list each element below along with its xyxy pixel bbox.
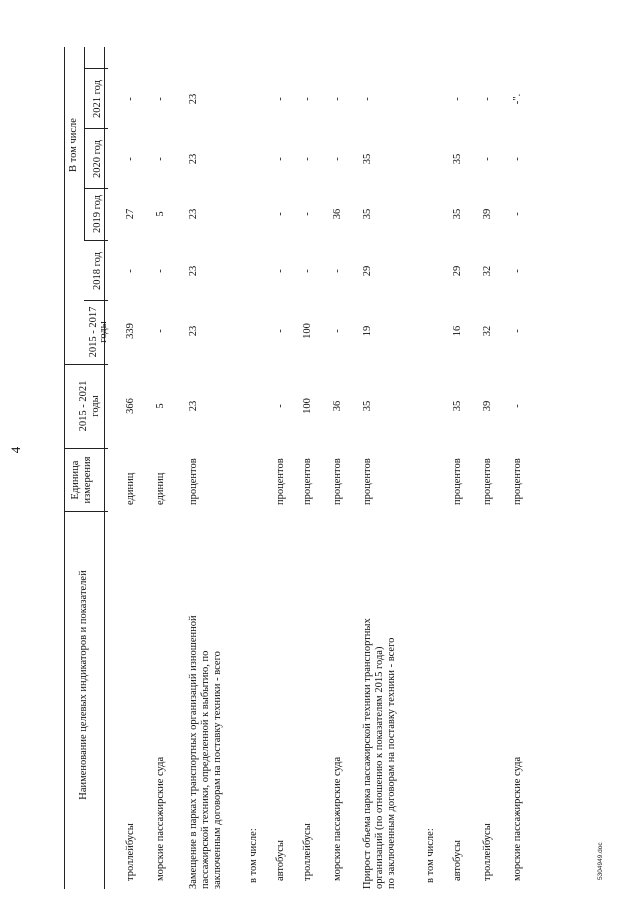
row-unit: процентов [482,458,493,505]
row-value: - [302,157,313,161]
page-number: 4 [8,446,23,454]
header-bottom-rule [104,47,105,889]
row-value: - [512,157,523,161]
row-value: 23 [188,400,199,412]
row-value: 39 [482,208,493,220]
divider-unit-total [64,448,108,449]
header-2018: 2018 год [92,252,103,290]
header-group: В том числе [68,118,79,172]
divider-total-1517 [64,364,108,365]
row-value: 16 [452,325,463,337]
row-value: 32 [482,325,493,337]
row-label: пассажирской техники, определенной к выбытию, по [200,650,211,889]
row-value: - [362,97,373,101]
row-label: морские пассажирские суда [512,756,523,881]
row-value: - [155,97,166,101]
row-value: - [275,329,286,333]
header-2020: 2020 год [92,140,103,178]
row-value: - [302,269,313,273]
row-value: 23 [188,93,199,105]
row-value: 23 [188,325,199,337]
header-rule [64,47,65,889]
row-value: - [512,212,523,216]
row-value: -". [512,93,523,105]
row-value: 35 [362,208,373,220]
row-value: 19 [362,325,373,337]
row-value: - [275,404,286,408]
row-value: 35 [452,153,463,165]
divider-2021-end [84,68,108,69]
row-label: в том числе: [425,828,436,883]
row-unit: процентов [512,458,523,505]
row-value: - [332,157,343,161]
row-value: - [302,97,313,101]
header-total-2: годы [90,395,101,417]
row-label: троллейбусы [482,823,493,881]
row-value: - [512,329,523,333]
row-unit: процентов [332,458,343,505]
row-value: - [482,97,493,101]
row-label: заключенным договорам на поставку техники - всего [212,651,223,889]
row-value: - [125,269,136,273]
row-value: 36 [332,208,343,220]
row-label: по заключенным договорам на поставку техники - всего [386,637,397,889]
row-value: 23 [188,153,199,165]
row-value: 36 [332,400,343,412]
row-value: - [275,97,286,101]
row-label: морские пассажирские суда [155,756,166,881]
row-value: 35 [362,153,373,165]
row-value: - [275,157,286,161]
row-value: - [155,157,166,161]
row-value: - [155,269,166,273]
header-name: Наименование целевых индикаторов и показателей [78,570,89,800]
row-unit: единиц [155,472,166,505]
row-value: 23 [188,265,199,277]
header-1517-1: 2015 - 2017 [88,306,99,358]
row-value: 29 [362,265,373,277]
group-rule [84,47,85,241]
row-value: 100 [302,398,313,414]
row-value: 35 [452,208,463,220]
row-label: троллейбусы [125,823,136,881]
row-unit: процентов [275,458,286,505]
header-2019: 2019 год [92,195,103,233]
row-unit: процентов [188,458,199,505]
header-unit-1: Единица [70,460,81,500]
row-value: - [512,404,523,408]
row-value: - [332,97,343,101]
row-unit: процентов [302,458,313,505]
row-unit: единиц [125,472,136,505]
row-label: морские пассажирские суда [332,756,343,881]
row-label: троллейбусы [302,823,313,881]
row-value: 339 [125,323,136,339]
row-value: 5 [155,211,166,217]
row-label: автобусы [275,840,286,881]
header-1517-2: годы [98,321,109,343]
divider-2020-2021 [84,128,108,129]
row-value: 39 [482,400,493,412]
row-value: 23 [188,208,199,220]
row-value: 32 [482,265,493,277]
row-value: - [155,329,166,333]
row-value: 366 [125,398,136,414]
row-value: 35 [452,400,463,412]
row-label: Прирост объема парка пассажирской техники транспортных [362,618,373,889]
row-value: - [482,157,493,161]
divider-1517-2018 [84,300,108,301]
header-total-1: 2015 - 2021 [78,380,89,432]
row-value: - [452,97,463,101]
row-value: 27 [125,208,136,220]
row-value: - [332,329,343,333]
row-value: - [275,212,286,216]
row-label: автобусы [452,840,463,881]
footer-code: 5304949.doc [597,842,604,880]
row-label: организаций (по отношению к показателям 2015 года) [374,646,385,889]
row-value: 100 [302,323,313,339]
row-value: - [302,212,313,216]
row-value: - [125,157,136,161]
row-value: - [332,269,343,273]
divider-2018-2019 [84,240,108,241]
row-value: 29 [452,265,463,277]
header-2021: 2021 год [92,80,103,118]
divider-name-unit [64,511,108,512]
row-unit: процентов [452,458,463,505]
row-unit: процентов [362,458,373,505]
row-value: - [512,269,523,273]
header-unit-2: измерения [82,456,93,504]
row-label: в том числе: [248,828,259,883]
row-value: - [125,97,136,101]
row-label: Замещение в парках транспортных организаций изношенной [188,615,199,889]
row-value: - [275,269,286,273]
row-value: 5 [155,403,166,409]
row-value: 35 [362,400,373,412]
